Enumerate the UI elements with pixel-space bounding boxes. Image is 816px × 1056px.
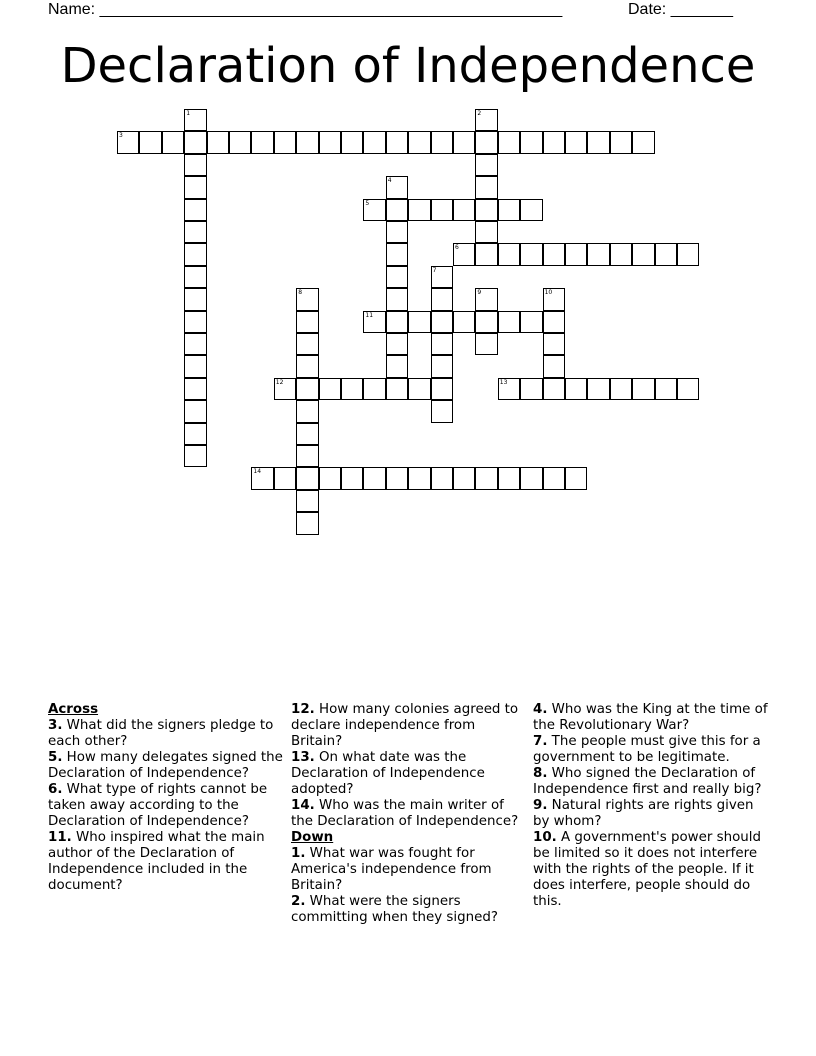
grid-cell[interactable] xyxy=(475,199,497,221)
grid-cell[interactable] xyxy=(520,311,542,333)
grid-cell[interactable] xyxy=(565,467,587,489)
grid-cell[interactable] xyxy=(498,378,520,400)
grid-cell[interactable] xyxy=(251,131,273,153)
grid-cell[interactable] xyxy=(296,445,318,467)
grid-cell[interactable] xyxy=(184,311,206,333)
grid-cell[interactable] xyxy=(184,400,206,422)
grid-cell[interactable] xyxy=(184,266,206,288)
grid-cell[interactable] xyxy=(655,378,677,400)
grid-cell[interactable] xyxy=(610,378,632,400)
grid-cell[interactable] xyxy=(296,490,318,512)
grid-cell[interactable] xyxy=(296,333,318,355)
clue-down-10: 10. A government's power should be limited so it does not interfere with the rights of the people. If it does interfere, people should do this. xyxy=(533,830,761,909)
grid-cell[interactable] xyxy=(296,288,318,310)
grid-cell[interactable] xyxy=(543,243,565,265)
clue-across-13: 13. On what date was the Declaration of Independence adopted? xyxy=(291,750,485,797)
clue-number: 10 xyxy=(544,289,553,297)
clue-number: 6 xyxy=(455,244,459,252)
grid-cell[interactable] xyxy=(341,467,363,489)
clue-number: 3 xyxy=(119,132,123,140)
grid-cell[interactable] xyxy=(184,445,206,467)
grid-cell[interactable] xyxy=(431,266,453,288)
grid-cell[interactable] xyxy=(587,243,609,265)
grid-cell[interactable] xyxy=(453,131,475,153)
grid-cell[interactable] xyxy=(453,243,475,265)
grid-cell[interactable] xyxy=(386,288,408,310)
grid-cell[interactable] xyxy=(296,311,318,333)
grid-cell[interactable] xyxy=(296,131,318,153)
grid-cell[interactable] xyxy=(520,243,542,265)
clue-down-1: 1. What war was fought for America's independence from Britain? xyxy=(291,846,492,893)
grid-cell[interactable] xyxy=(386,355,408,377)
down-heading: Down xyxy=(291,830,334,845)
grid-cell[interactable] xyxy=(520,199,542,221)
grid-cell[interactable] xyxy=(319,467,341,489)
grid-cell[interactable] xyxy=(543,311,565,333)
clue-down-2: 2. What were the signers committing when they signed? xyxy=(291,894,498,925)
grid-cell[interactable] xyxy=(296,423,318,445)
clue-number: 12 xyxy=(275,378,284,386)
grid-cell[interactable] xyxy=(453,467,475,489)
clues-column-3 xyxy=(533,702,769,910)
grid-cell[interactable] xyxy=(296,378,318,400)
grid-cell[interactable] xyxy=(184,378,206,400)
grid-cell[interactable] xyxy=(543,355,565,377)
clue-number: 7 xyxy=(432,266,437,274)
clue-across-5: 5. How many delegates signed the Declaration of Independence? xyxy=(48,750,283,781)
clue-down-8: 8. Who signed the Declaration of Independence first and really big? xyxy=(533,766,762,797)
grid-cell[interactable] xyxy=(184,221,206,243)
grid-cell[interactable] xyxy=(229,131,251,153)
clue-number: 1 xyxy=(186,110,191,117)
date-field-label: Date: _______ xyxy=(628,1,733,18)
grid-cell[interactable] xyxy=(431,288,453,310)
grid-cell[interactable] xyxy=(408,378,430,400)
grid-cell[interactable] xyxy=(184,199,206,221)
grid-cell[interactable] xyxy=(296,355,318,377)
grid-cell[interactable] xyxy=(677,243,699,265)
grid-cell[interactable] xyxy=(543,333,565,355)
grid-cell[interactable] xyxy=(296,400,318,422)
grid-cell[interactable] xyxy=(184,109,206,131)
grid-cell[interactable] xyxy=(363,378,385,400)
grid-cell[interactable] xyxy=(363,467,385,489)
grid-cell[interactable] xyxy=(498,243,520,265)
clue-number: 11 xyxy=(365,311,374,319)
clue-down-4: 4. Who was the King at the time of the Revolutionary War? xyxy=(533,702,768,733)
grid-cell[interactable] xyxy=(162,131,184,153)
grid-cell[interactable] xyxy=(207,131,229,153)
grid-cell[interactable] xyxy=(184,355,206,377)
grid-cell[interactable] xyxy=(386,333,408,355)
clue-number: 8 xyxy=(298,289,303,297)
grid-cell[interactable] xyxy=(587,131,609,153)
clue-down-9: 9. Natural rights are rights given by whom? xyxy=(533,798,754,829)
grid-cell[interactable] xyxy=(543,131,565,153)
grid-cell[interactable] xyxy=(520,467,542,489)
grid-cell[interactable] xyxy=(363,131,385,153)
grid-cell[interactable] xyxy=(386,266,408,288)
grid-cell[interactable] xyxy=(251,467,273,489)
grid-cell[interactable] xyxy=(386,199,408,221)
grid-cell[interactable] xyxy=(386,176,408,198)
grid-cell[interactable] xyxy=(319,378,341,400)
grid-cell[interactable] xyxy=(408,467,430,489)
clue-number: 9 xyxy=(477,289,482,297)
grid-cell[interactable] xyxy=(610,131,632,153)
grid-cell[interactable] xyxy=(565,243,587,265)
grid-cell[interactable] xyxy=(184,423,206,445)
grid-cell[interactable] xyxy=(386,221,408,243)
clue-across-12: 12. How many colonies agreed to declare independence from Britain? xyxy=(291,702,519,749)
grid-cell[interactable] xyxy=(475,176,497,198)
grid-cell[interactable] xyxy=(475,109,497,131)
clue-across-3: 3. What did the signers pledge to each other? xyxy=(48,718,274,749)
page-title: Declaration of Independence xyxy=(60,38,756,94)
across-heading: Across xyxy=(48,702,99,717)
grid-cell[interactable] xyxy=(386,311,408,333)
grid-cell[interactable] xyxy=(498,311,520,333)
grid-cell[interactable] xyxy=(117,131,139,153)
grid-cell[interactable] xyxy=(520,131,542,153)
clue-across-6: 6. What type of rights cannot be taken away according to the Declaration of Independence? xyxy=(48,782,268,829)
grid-cell[interactable] xyxy=(498,131,520,153)
grid-cell[interactable] xyxy=(408,131,430,153)
clue-across-11: 11. Who inspired what the main author of the Declaration of Independence included in the document? xyxy=(48,830,265,893)
grid-cell[interactable] xyxy=(386,243,408,265)
grid-cell[interactable] xyxy=(677,378,699,400)
grid-cell[interactable] xyxy=(431,333,453,355)
grid-cell[interactable] xyxy=(184,333,206,355)
grid-cell[interactable] xyxy=(498,199,520,221)
name-field-label: Name: ____________________________________________________ xyxy=(48,1,563,18)
grid-cell[interactable] xyxy=(431,400,453,422)
grid-cell[interactable] xyxy=(475,221,497,243)
grid-cell[interactable] xyxy=(655,243,677,265)
clue-number: 2 xyxy=(477,110,482,117)
grid-cell[interactable] xyxy=(319,131,341,153)
grid-cell[interactable] xyxy=(274,467,296,489)
grid-cell[interactable] xyxy=(274,378,296,400)
grid-cell[interactable] xyxy=(363,199,385,221)
grid-cell[interactable] xyxy=(184,288,206,310)
clue-number: 5 xyxy=(365,199,370,207)
grid-cell[interactable] xyxy=(632,131,654,153)
grid-cell[interactable] xyxy=(431,199,453,221)
grid-cell[interactable] xyxy=(431,131,453,153)
grid-cell[interactable] xyxy=(543,288,565,310)
grid-cell[interactable] xyxy=(386,467,408,489)
grid-cell[interactable] xyxy=(610,243,632,265)
grid-cell[interactable] xyxy=(475,467,497,489)
grid-cell[interactable] xyxy=(498,467,520,489)
clue-down-7: 7. The people must give this for a government to be legitimate. xyxy=(533,734,761,765)
grid-cell[interactable] xyxy=(341,131,363,153)
grid-cell[interactable] xyxy=(386,378,408,400)
grid-cell[interactable] xyxy=(296,467,318,489)
clues-column-1 xyxy=(48,702,284,894)
grid-cell[interactable] xyxy=(431,378,453,400)
grid-cell[interactable] xyxy=(431,467,453,489)
grid-cell[interactable] xyxy=(475,131,497,153)
grid-cell[interactable] xyxy=(632,243,654,265)
clues-column-2 xyxy=(291,702,527,926)
grid-cell[interactable] xyxy=(453,199,475,221)
grid-cell[interactable] xyxy=(431,355,453,377)
grid-cell[interactable] xyxy=(475,154,497,176)
grid-cell[interactable] xyxy=(475,288,497,310)
grid-cell[interactable] xyxy=(475,243,497,265)
grid-cell[interactable] xyxy=(274,131,296,153)
clue-number: 14 xyxy=(253,468,262,476)
grid-cell[interactable] xyxy=(632,378,654,400)
clue-number: 4 xyxy=(387,177,392,185)
grid-cell[interactable] xyxy=(184,154,206,176)
grid-cell[interactable] xyxy=(587,378,609,400)
grid-cell[interactable] xyxy=(475,311,497,333)
grid-cell[interactable] xyxy=(453,311,475,333)
grid-cell[interactable] xyxy=(408,311,430,333)
grid-cell[interactable] xyxy=(408,199,430,221)
grid-cell[interactable] xyxy=(543,378,565,400)
grid-cell[interactable] xyxy=(475,333,497,355)
grid-cell[interactable] xyxy=(565,131,587,153)
clue-across-14: 14. Who was the main writer of the Declaration of Independence? xyxy=(291,798,519,829)
grid-cell[interactable] xyxy=(296,512,318,534)
grid-cell[interactable] xyxy=(565,378,587,400)
grid-cell[interactable] xyxy=(341,378,363,400)
grid-cell[interactable] xyxy=(543,467,565,489)
grid-cell[interactable] xyxy=(431,311,453,333)
grid-cell[interactable] xyxy=(184,243,206,265)
grid-cell[interactable] xyxy=(386,131,408,153)
grid-cell[interactable] xyxy=(184,131,206,153)
grid-cell[interactable] xyxy=(520,378,542,400)
grid-cell[interactable] xyxy=(139,131,161,153)
clue-number: 13 xyxy=(499,378,508,386)
grid-cell[interactable] xyxy=(184,176,206,198)
grid-cell[interactable] xyxy=(363,311,385,333)
